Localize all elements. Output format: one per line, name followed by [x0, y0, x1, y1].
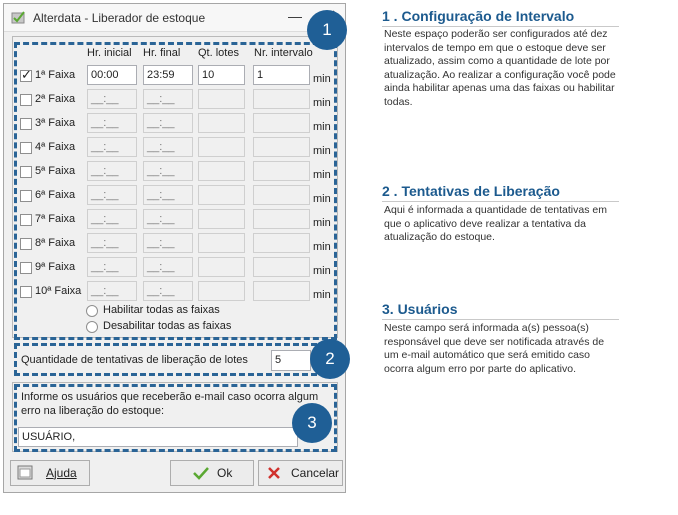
lot-qty-input[interactable]: [198, 137, 245, 157]
interval-input[interactable]: [253, 161, 310, 181]
enable-all-radio[interactable]: [86, 305, 98, 317]
checkmark-icon: ✓: [21, 67, 32, 82]
lot-qty-input[interactable]: [198, 233, 245, 253]
lot-qty-input[interactable]: 10: [198, 65, 245, 85]
minutes-unit: min: [313, 193, 331, 205]
minimize-button[interactable]: —: [288, 8, 302, 24]
row-checkbox[interactable]: [20, 238, 32, 250]
title-bar[interactable]: [4, 4, 345, 32]
lot-qty-input[interactable]: [198, 113, 245, 133]
lot-qty-input[interactable]: [198, 257, 245, 277]
cancel-button[interactable]: [258, 460, 343, 486]
interval-row: [4, 137, 344, 161]
interval-input[interactable]: [253, 113, 310, 133]
row-label: 4ª Faixa: [35, 141, 76, 153]
start-time-input[interactable]: __:__: [87, 257, 137, 277]
cancel-x-icon: [267, 466, 281, 480]
badge-2: 2: [310, 339, 350, 379]
interval-row: [4, 161, 344, 185]
doc-title-2: 2 . Tentativas de Liberação: [382, 183, 560, 199]
interval-input[interactable]: [253, 137, 310, 157]
row-checkbox[interactable]: [20, 214, 32, 226]
interval-input[interactable]: [253, 257, 310, 277]
help-button[interactable]: [10, 460, 90, 486]
header-qty: Qt. lotes: [198, 47, 239, 59]
lot-qty-input[interactable]: [198, 185, 245, 205]
row-label: 9ª Faixa: [35, 261, 76, 273]
start-time-input[interactable]: __:__: [87, 233, 137, 253]
start-time-input[interactable]: 00:00: [87, 65, 137, 85]
row-checkbox[interactable]: [20, 286, 32, 298]
end-time-input[interactable]: 23:59: [143, 65, 193, 85]
doc-divider-2: [382, 201, 619, 202]
minutes-unit: min: [313, 145, 331, 157]
doc-title-3: 3. Usuários: [382, 301, 458, 317]
badge-3: 3: [292, 403, 332, 443]
minutes-unit: min: [313, 241, 331, 253]
row-label: 2ª Faixa: [35, 93, 76, 105]
interval-row: [4, 89, 344, 113]
interval-input[interactable]: [253, 89, 310, 109]
minutes-unit: min: [313, 169, 331, 181]
row-checkbox[interactable]: [20, 118, 32, 130]
header-start: Hr. inicial: [87, 47, 132, 59]
row-checkbox[interactable]: [20, 166, 32, 178]
minutes-unit: min: [313, 289, 331, 301]
doc-divider-1: [382, 26, 619, 27]
start-time-input[interactable]: __:__: [87, 161, 137, 181]
doc-divider-3: [382, 319, 619, 320]
interval-row: [4, 65, 344, 89]
doc-text-3: Neste campo será informada a(s) pessoa(s) responsável que deve ser notificada através de um e-mail automático que será emitido caso ocorra algum erro por parte do aplicativo.: [384, 322, 605, 375]
interval-row: [4, 209, 344, 233]
lot-qty-input[interactable]: [198, 281, 245, 301]
cancel-label: Cancelar: [291, 466, 340, 480]
doc-title-1: 1 . Configuração de Intervalo: [382, 8, 575, 24]
ok-label: Ok: [217, 466, 233, 480]
start-time-input[interactable]: __:__: [87, 113, 137, 133]
lot-qty-input[interactable]: [198, 89, 245, 109]
interval-input[interactable]: [253, 209, 310, 229]
minutes-unit: min: [313, 73, 331, 85]
users-input[interactable]: USUÁRIO,: [18, 427, 298, 447]
interval-row: [4, 281, 344, 305]
start-time-input[interactable]: __:__: [87, 281, 137, 301]
start-time-input[interactable]: __:__: [87, 137, 137, 157]
interval-input[interactable]: 1: [253, 65, 310, 85]
start-time-input[interactable]: __:__: [87, 209, 137, 229]
row-label: 3ª Faixa: [35, 117, 76, 129]
enable-all-label[interactable]: Habilitar todas as faixas: [103, 304, 220, 316]
end-time-input[interactable]: __:__: [143, 89, 193, 109]
row-label: 1ª Faixa: [35, 69, 76, 81]
interval-row: [4, 185, 344, 209]
end-time-input[interactable]: __:__: [143, 257, 193, 277]
interval-input[interactable]: [253, 233, 310, 253]
header-interval: Nr. intervalo: [254, 47, 313, 59]
end-time-input[interactable]: __:__: [143, 233, 193, 253]
row-checkbox[interactable]: [20, 67, 32, 82]
end-time-input[interactable]: __:__: [143, 185, 193, 205]
interval-row: [4, 113, 344, 137]
minutes-unit: min: [313, 97, 331, 109]
start-time-input[interactable]: __:__: [87, 89, 137, 109]
row-checkbox[interactable]: [20, 142, 32, 154]
row-checkbox[interactable]: [20, 262, 32, 274]
checkmark-icon: [192, 465, 210, 481]
minutes-unit: min: [313, 265, 331, 277]
end-time-input[interactable]: __:__: [143, 209, 193, 229]
start-time-input[interactable]: __:__: [87, 185, 137, 205]
ok-button[interactable]: [170, 460, 254, 486]
row-label: 8ª Faixa: [35, 237, 76, 249]
doc-text-1: Neste espaço poderão ser configurados até dez intervalos de tempo em que o estoque deve ser atualizado, assim como a quantidade de lote por atualização. Ao realizar a configuração você pode ainda habilitar apenas uma das faixas ou habilitar todas.: [384, 28, 616, 108]
doc-text-2: Aqui é informada a quantidade de tentativas em que o aplicativo deve realizar a tentativa da atualização do estoque.: [384, 204, 607, 243]
app-icon: [11, 10, 26, 25]
end-time-input[interactable]: __:__: [143, 113, 193, 133]
row-label: 10ª Faixa: [35, 285, 82, 297]
minutes-unit: min: [313, 121, 331, 133]
minutes-unit: min: [313, 217, 331, 229]
row-checkbox[interactable]: [20, 94, 32, 106]
row-label: 5ª Faixa: [35, 165, 76, 177]
interval-input[interactable]: [253, 185, 310, 205]
users-label: Informe os usuários que receberão e-mail caso ocorra algum erro na liberação do estoque:: [21, 391, 319, 417]
end-time-input[interactable]: __:__: [143, 137, 193, 157]
help-icon: [17, 465, 35, 481]
disable-all-radio[interactable]: [86, 321, 98, 333]
window-title: Alterdata - Liberador de estoque: [33, 11, 206, 25]
header-end: Hr. final: [143, 47, 181, 59]
lot-qty-input[interactable]: [198, 209, 245, 229]
interval-row: [4, 257, 344, 281]
end-time-input[interactable]: __:__: [143, 161, 193, 181]
disable-all-label[interactable]: Desabilitar todas as faixas: [103, 320, 232, 332]
row-checkbox[interactable]: [20, 190, 32, 202]
badge-1: 1: [307, 10, 347, 50]
help-label: Ajuda: [46, 466, 77, 480]
lot-qty-input[interactable]: [198, 161, 245, 181]
row-label: 6ª Faixa: [35, 189, 76, 201]
end-time-input[interactable]: __:__: [143, 281, 193, 301]
retries-input[interactable]: 5: [271, 350, 311, 371]
interval-input[interactable]: [253, 281, 310, 301]
retries-label: Quantidade de tentativas de liberação de lotes: [21, 354, 248, 366]
interval-row: [4, 233, 344, 257]
row-label: 7ª Faixa: [35, 213, 76, 225]
